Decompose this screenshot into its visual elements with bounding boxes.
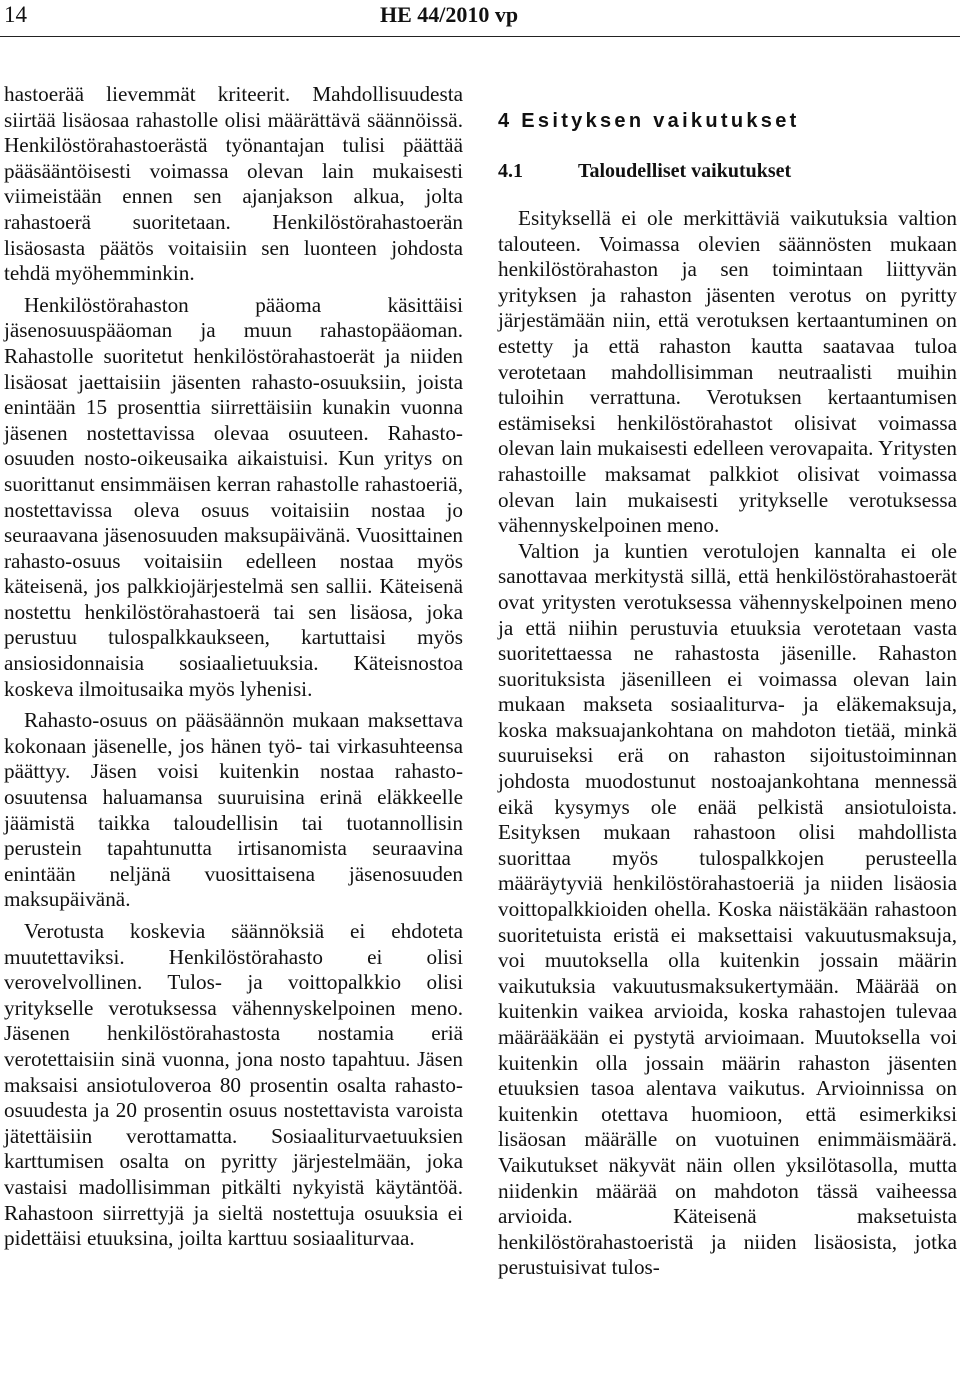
right-paragraph-1: Esityksellä ei ole merkittäviä vaikutuksia valtion talouteen. Voimassa olevien säännösten mukaan henkilöstörahaston ja sen toimintaan liittyvän yrityksen ja rahaston jäsenten verotus on pyritty järjestämään niin, että verotuksen kertaantuminen on estetty ja että rahaston kautta saatavaa tuloa verotetaan mahdollisimman neutraalisti muihin tuloihin verrattuna. Verotuksen kertaantumisen estämiseksi henkilöstörahastot olisivat voimassa olevan lain mukaisesti edelleen verovapaita. Yritysten rahastoille maksamat palkkiot olisivat voimassa olevan lain mukaisesti yritykselle verotuksessa vähennyskelpoinen meno.: [498, 206, 957, 538]
subsection-heading: [498, 158, 957, 184]
document-id: HE 44/2010 vp: [380, 2, 519, 27]
left-paragraph-4: Verotusta koskevia säännöksiä ei ehdoteta muutettaviksi. Henkilöstörahasto ei olisi verovelvollinen. Tulos- ja voittopalkkio olisi yritykselle verotuksessa vähennyskelpoinen meno. Jäsenen henkilöstörahastosta nostamia eriä verotettaisiin sinä vuonna, jona nosto tapahtuu. Jäsen maksaisi ansiotuloveroa 80 prosentin osalta rahasto-osuudesta ja 20 prosentin osuus nostettavista varoista jätettäisiin verottamatta. Sosiaaliturvaetuuksien karttumisen osalta on pyritty järjestelmään, joka vastaisi madollisimman pitkälti nykyistä käytäntöä. Rahastoon siirrettyjä ja sieltä nostettuja osuuksia ei pidettäisi etuuksina, joilta karttuu sosiaaliturvaa.: [4, 919, 463, 1251]
subsection-number: 4.1: [498, 160, 523, 182]
subsection-title: Taloudelliset vaikutukset: [578, 160, 792, 182]
left-paragraph-1: hastoerää lievemmät kriteerit. Mahdollisuudesta siirtää lisäosaa rahastolle olisi määrättävä säännöissä. Henkilöstörahastoerästä työnantajan tulisi päättää pääsääntöisesti voimassa olevan lain mukaisesti viimeistään ennen sen ajanjakson alkua, jolta rahastoerä suoritetaan. Henkilöstörahastoerän lisäosasta päätös voitaisiin sen luonteen johdosta tehdä myöhemminkin.: [4, 82, 463, 286]
left-column: [4, 82, 463, 1252]
page-number: 14: [4, 2, 27, 27]
left-paragraph-3: Rahasto-osuus on pääsäännön mukaan maksettava kokonaan jäsenelle, jos hänen työ- tai virkasuhteensa päättyy. Jäsen voisi kuitenkin nostaa rahasto-osuutensa haluamansa suuruisina erinä eläkkeelle jäämistä taikka taloudellisin tai tuotannollisin perustein tapahtunutta irtisanomista seuraavina enintään neljänä vuosittaisena jäsenosuuden maksupäivänä.: [4, 708, 463, 912]
header-rule: [0, 36, 960, 37]
section-title: 4 Esityksen vaikutukset: [498, 110, 800, 132]
left-paragraph-2: Henkilöstörahaston pääoma käsittäisi jäsenosuuspääoman ja muun rahastopääoman. Rahastolle suoritetut henkilöstörahastoerät ja niiden lisäosat jaettaisiin jäsenten rahasto-osuuksiin, joista enintään 15 prosenttia siirrettäisiin kunakin vuonna jäsenen nostettavissa olevaa osuuteen. Rahasto-osuuden nosto-oikeusaika aikaistuisi. Kun yritys on suorittanut ensimmäisen kerran rahastolle rahastoeriä, nostettavissa oleva osuus voitaisiin nostaa jo seuraavana jäsenosuuden maksupäivänä. Vuosittainen rahasto-osuus voitaisiin edelleen nostaa myös käteisenä, jos palkkiojärjestelmä sen sallii. Käteisenä nostettu henkilöstörahastoerä tai sen lisäosa, joka perustuu tulospalkkaukseen, kartuttaisi myös ansiosidonnaisia sosiaalietuuksia. Käteisnostoa koskeva ilmoitusaika myös lyhenisi.: [4, 292, 463, 701]
right-paragraph-2: Valtion ja kuntien verotulojen kannalta ei ole sanottavaa merkitystä sillä, että henkilöstörahastoerät ovat yritysten verotuksessa vähennyskelpoinen meno ja että niihin perustuvia etuuksia verotetaan vasta suoritettaessa ne rahastosta jäsenille. Rahaston suorituksista jäsenilleen ei voimassa olevan lain mukaan makseta sosiaaliturva- ja eläkemaksuja, koska maksuajankohtana on mahdoton tietää, minkä suuruiseksi erä on rahaston sijoitustoiminnan johdosta muodostunut nostoajankohtana mennessä eikä kysymys ole enää pelkistä ansiotuloista. Esityksen mukaan rahastoon olisi mahdollista suorittaa myös tulospalkkojen perusteella määräytyviä henkilöstörahastoeriä ja niiden lisäosia voittopalkkioiden ohella. Koska näistäkään rahastoon suoritetuista eristä ei maksettaisi vakuutusmaksuja, voi muutoksella olla kuitenkin jossain määrin vaikutuksia vakuutusmaksukertymään. Määrää on kuitenkin vaikea arvioida, koska rahastojen tulevaa määrääkään ei pystytä arvioimaan. Muutoksella voi kuitenkin olla jossain määrin rahaston jäsenten etuuksien tasoa alentava vaikutus. Arvioinnissa on kuitenkin otettava huomioon, että esimerkiksi lisäosan määrälle on vuotuinen enimmäismäärä. Vaikutukset näkyvät näin ollen yksilötasolla, mutta niidenkin määrää on mahdoton tässä vaiheessa arvioida. Käteisenä maksetuista henkilöstörahastoeristä ja niiden lisäosista, jotka perustuisivat tulos-: [498, 538, 957, 1280]
right-column: [498, 108, 957, 1281]
